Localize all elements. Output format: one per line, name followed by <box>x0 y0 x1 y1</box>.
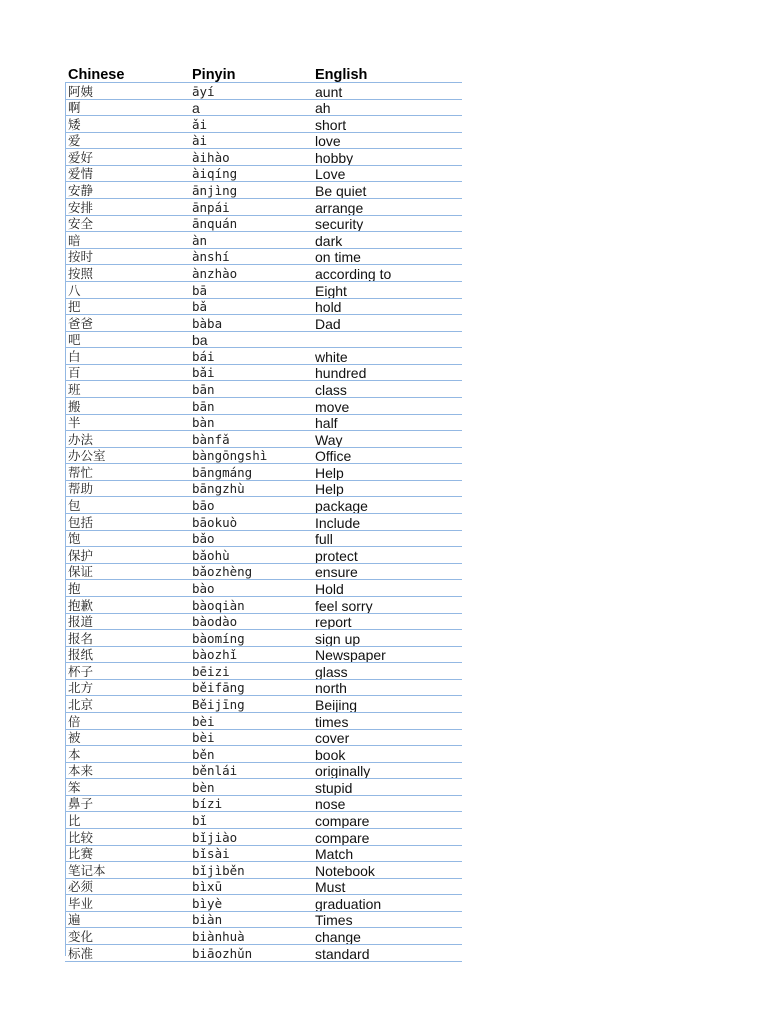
table-row <box>65 166 462 183</box>
chinese-cell: 北方 <box>68 681 94 696</box>
table-row <box>65 730 462 747</box>
english-cell: report <box>315 615 352 630</box>
english-cell: on time <box>315 250 361 265</box>
table-row <box>65 332 462 349</box>
table-row <box>65 464 462 481</box>
english-cell: book <box>315 747 346 762</box>
pinyin-cell: běnlái <box>192 764 238 779</box>
table-row <box>65 381 462 398</box>
english-cell: Times <box>315 913 353 928</box>
pinyin-cell: bái <box>192 349 215 364</box>
english-cell: compare <box>315 830 370 845</box>
english-cell: Hold <box>315 581 344 596</box>
pinyin-cell: Běijīng <box>192 697 245 712</box>
chinese-cell: 包 <box>68 499 81 514</box>
table-row <box>65 315 462 332</box>
chinese-cell: 八 <box>68 283 81 298</box>
pinyin-cell: bǎi <box>192 366 215 381</box>
chinese-cell: 变化 <box>68 930 94 945</box>
pinyin-cell: ànzhào <box>192 266 238 281</box>
chinese-cell: 阿姨 <box>68 84 94 99</box>
pinyin-cell: àihào <box>192 150 230 165</box>
table-row <box>65 564 462 581</box>
table-row <box>65 531 462 548</box>
table-row <box>65 299 462 316</box>
chinese-cell: 抱 <box>68 581 81 596</box>
chinese-cell: 啊 <box>68 101 81 116</box>
chinese-cell: 爱情 <box>68 167 94 182</box>
chinese-cell: 抱歉 <box>68 598 94 613</box>
english-cell: package <box>315 499 368 514</box>
chinese-cell: 班 <box>68 382 81 397</box>
english-cell: hundred <box>315 366 367 381</box>
table-row <box>65 696 462 713</box>
pinyin-cell: ài <box>192 134 208 149</box>
english-cell: feel sorry <box>315 598 373 613</box>
english-cell: Include <box>315 515 361 530</box>
chinese-cell: 吧 <box>68 333 81 348</box>
pinyin-cell: bǎohù <box>192 548 230 563</box>
table-row <box>65 365 462 382</box>
header-pinyin: Pinyin <box>192 68 236 82</box>
english-cell: according to <box>315 266 392 281</box>
english-cell: Help <box>315 465 344 480</box>
english-cell: Eight <box>315 283 347 298</box>
chinese-cell: 矮 <box>68 117 81 132</box>
pinyin-cell: bízi <box>192 797 223 812</box>
pinyin-cell: bǐ <box>192 814 208 829</box>
chinese-cell: 本 <box>68 747 81 762</box>
chinese-cell: 杯子 <box>68 664 94 679</box>
english-cell: short <box>315 117 347 132</box>
chinese-cell: 按时 <box>68 250 94 265</box>
table-row <box>65 547 462 564</box>
table-row <box>65 265 462 282</box>
pinyin-cell: ānjìng <box>192 184 238 199</box>
table-row <box>65 216 462 233</box>
table-row <box>65 116 462 133</box>
english-cell: cover <box>315 731 350 746</box>
chinese-cell: 百 <box>68 366 81 381</box>
english-cell: white <box>315 349 348 364</box>
english-cell: Beijing <box>315 697 358 712</box>
table-row <box>65 862 462 879</box>
chinese-cell: 保护 <box>68 548 94 563</box>
chinese-cell: 必须 <box>68 880 94 895</box>
pinyin-cell: ànshí <box>192 250 230 265</box>
chinese-cell: 标准 <box>68 946 94 961</box>
chinese-cell: 笔记本 <box>68 863 106 878</box>
english-cell: Way <box>315 432 343 447</box>
table-row <box>65 879 462 896</box>
english-cell: aunt <box>315 84 343 99</box>
english-cell: originally <box>315 764 371 779</box>
vocabulary-table <box>65 64 462 962</box>
english-cell: Notebook <box>315 863 375 878</box>
table-row <box>65 713 462 730</box>
table-row <box>65 182 462 199</box>
table-row <box>65 83 462 100</box>
chinese-cell: 北京 <box>68 697 94 712</box>
table-row <box>65 746 462 763</box>
table-row <box>65 812 462 829</box>
table-row <box>65 282 462 299</box>
english-cell: hold <box>315 300 342 315</box>
english-cell: half <box>315 416 338 431</box>
pinyin-cell: àn <box>192 233 208 248</box>
chinese-cell: 报道 <box>68 615 94 630</box>
pinyin-cell: biāozhǔn <box>192 946 253 961</box>
chinese-cell: 笨 <box>68 780 81 795</box>
pinyin-cell: bān <box>192 382 215 397</box>
english-cell: Help <box>315 482 344 497</box>
chinese-cell: 爱 <box>68 134 81 149</box>
pinyin-cell: bìxū <box>192 880 223 895</box>
chinese-cell: 被 <box>68 731 81 746</box>
chinese-cell: 白 <box>68 349 81 364</box>
english-cell: sign up <box>315 631 361 646</box>
table-row <box>65 514 462 531</box>
english-cell: Newspaper <box>315 648 386 663</box>
english-cell: Dad <box>315 316 341 331</box>
table-row <box>65 846 462 863</box>
chinese-cell: 搬 <box>68 399 81 414</box>
pinyin-cell: ba <box>192 333 208 348</box>
pinyin-cell: ānquán <box>192 217 238 232</box>
pinyin-cell: bǎ <box>192 300 208 315</box>
table-row <box>65 448 462 465</box>
table-row <box>65 912 462 929</box>
table-row <box>65 249 462 266</box>
table-row <box>65 232 462 249</box>
table-row <box>65 580 462 597</box>
pinyin-cell: bàn <box>192 416 215 431</box>
pinyin-cell: bèi <box>192 714 215 729</box>
pinyin-cell: bìyè <box>192 896 223 911</box>
chinese-cell: 比赛 <box>68 847 94 862</box>
pinyin-cell: āyí <box>192 84 215 99</box>
chinese-cell: 倍 <box>68 714 81 729</box>
pinyin-cell: bāokuò <box>192 515 238 530</box>
english-cell: standard <box>315 946 370 961</box>
chinese-cell: 帮助 <box>68 482 94 497</box>
table-row <box>65 431 462 448</box>
chinese-cell: 包括 <box>68 515 94 530</box>
english-cell: ensure <box>315 565 358 580</box>
english-cell: Match <box>315 847 354 862</box>
chinese-cell: 比 <box>68 814 81 829</box>
chinese-cell: 安全 <box>68 217 94 232</box>
chinese-cell: 毕业 <box>68 896 94 911</box>
pinyin-cell: bǎozhèng <box>192 565 253 580</box>
pinyin-cell: bàba <box>192 316 223 331</box>
chinese-cell: 爸爸 <box>68 316 94 331</box>
table-row <box>65 928 462 945</box>
pinyin-cell: bàoqiàn <box>192 598 245 613</box>
chinese-cell: 办法 <box>68 432 94 447</box>
table-row <box>65 763 462 780</box>
table-row <box>65 829 462 846</box>
table-row <box>65 597 462 614</box>
table-row <box>65 149 462 166</box>
chinese-cell: 安静 <box>68 184 94 199</box>
chinese-cell: 保证 <box>68 565 94 580</box>
pinyin-cell: bǐjiào <box>192 830 238 845</box>
table-row <box>65 663 462 680</box>
table-row <box>65 415 462 432</box>
english-cell: dark <box>315 233 343 248</box>
english-cell: compare <box>315 814 370 829</box>
pinyin-cell: bàodào <box>192 615 238 630</box>
pinyin-cell: bā <box>192 283 208 298</box>
chinese-cell: 遍 <box>68 913 81 928</box>
table-row <box>65 796 462 813</box>
pinyin-cell: běn <box>192 747 215 762</box>
table-row <box>65 779 462 796</box>
chinese-cell: 帮忙 <box>68 465 94 480</box>
pinyin-cell: a <box>192 101 200 116</box>
pinyin-cell: ānpái <box>192 200 230 215</box>
pinyin-cell: bǐjìběn <box>192 863 245 878</box>
chinese-cell: 安排 <box>68 200 94 215</box>
header-row <box>65 64 462 83</box>
english-cell: Office <box>315 449 352 464</box>
english-cell: stupid <box>315 780 353 795</box>
english-cell: full <box>315 532 333 547</box>
table-row <box>65 630 462 647</box>
table-row <box>65 398 462 415</box>
pinyin-cell: bǐsài <box>192 847 230 862</box>
pinyin-cell: bàngōngshì <box>192 449 268 464</box>
pinyin-cell: bāo <box>192 499 215 514</box>
chinese-cell: 办公室 <box>68 449 106 464</box>
header-english: English <box>315 68 368 82</box>
pinyin-cell: ǎi <box>192 117 208 132</box>
pinyin-cell: bān <box>192 399 215 414</box>
pinyin-cell: bào <box>192 581 215 596</box>
table-row <box>65 481 462 498</box>
pinyin-cell: bàomíng <box>192 631 245 646</box>
english-cell: Love <box>315 167 346 182</box>
english-cell: class <box>315 382 347 397</box>
pinyin-cell: bèi <box>192 731 215 746</box>
english-cell: graduation <box>315 896 382 911</box>
table-row <box>65 680 462 697</box>
english-cell: hobby <box>315 150 354 165</box>
table-row <box>65 497 462 514</box>
english-cell: love <box>315 134 341 149</box>
chinese-cell: 按照 <box>68 266 94 281</box>
english-cell: Be quiet <box>315 184 367 199</box>
pinyin-cell: bèn <box>192 780 215 795</box>
table-row <box>65 348 462 365</box>
english-cell: move <box>315 399 350 414</box>
chinese-cell: 报名 <box>68 631 94 646</box>
pinyin-cell: bànfǎ <box>192 432 230 447</box>
english-cell: north <box>315 681 347 696</box>
pinyin-cell: biàn <box>192 913 223 928</box>
pinyin-cell: bǎo <box>192 532 215 547</box>
table-row <box>65 647 462 664</box>
english-cell: times <box>315 714 349 729</box>
english-cell: glass <box>315 664 348 679</box>
chinese-cell: 爱好 <box>68 150 94 165</box>
table-row <box>65 100 462 117</box>
chinese-cell: 比较 <box>68 830 94 845</box>
table-row <box>65 945 462 962</box>
english-cell: arrange <box>315 200 364 215</box>
chinese-cell: 本来 <box>68 764 94 779</box>
english-cell: security <box>315 217 364 232</box>
pinyin-cell: bāngmáng <box>192 465 253 480</box>
english-cell: nose <box>315 797 346 812</box>
pinyin-cell: bāngzhù <box>192 482 245 497</box>
chinese-cell: 报纸 <box>68 648 94 663</box>
header-chinese: Chinese <box>68 68 125 82</box>
table-row <box>65 199 462 216</box>
english-cell: protect <box>315 548 358 563</box>
english-cell: ah <box>315 101 331 116</box>
english-cell: change <box>315 930 361 945</box>
pinyin-cell: bēizi <box>192 664 230 679</box>
pinyin-cell: bàozhǐ <box>192 648 238 663</box>
table-row <box>65 895 462 912</box>
chinese-cell: 暗 <box>68 233 81 248</box>
chinese-cell: 鼻子 <box>68 797 94 812</box>
pinyin-cell: běifāng <box>192 681 245 696</box>
chinese-cell: 半 <box>68 416 81 431</box>
english-cell: Must <box>315 880 346 895</box>
pinyin-cell: àiqíng <box>192 167 238 182</box>
table-body <box>65 83 462 962</box>
pinyin-cell: biànhuà <box>192 930 245 945</box>
table-row <box>65 133 462 150</box>
chinese-cell: 把 <box>68 300 81 315</box>
table-row <box>65 614 462 631</box>
chinese-cell: 饱 <box>68 532 81 547</box>
